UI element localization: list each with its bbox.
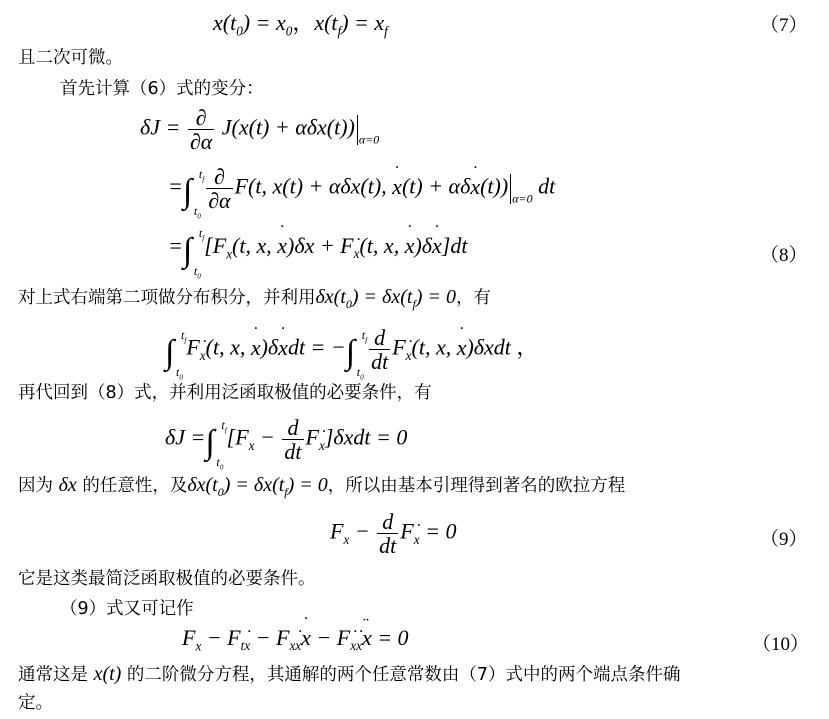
paragraph-twice-differentiable: 且二次可微。 (18, 48, 123, 68)
text-integrate-a: 对上式右端第二项做分布积分，并利用 (18, 288, 316, 308)
equation-variation-result: δJ =∫ $t_f$ $t_0$ [$F_x$ − $\frac{d}{dt}$ $F_x$ ˙]δxdt = 0 (165, 416, 407, 463)
math-delta-x: δx (58, 474, 77, 496)
equation-number-7: （7） (760, 15, 808, 36)
text-arbitrary-a: 因为 (18, 476, 53, 496)
paragraph-general-solution (18, 663, 681, 686)
math-endpoint-zero: $\delta x(t_0) = \delta x(t_f) = 0$ (187, 474, 328, 499)
equation-number-8: （8） (760, 245, 808, 266)
equation-9-euler: $F_x$ − $\frac{d}{dt}$ $F_x$ ˙ = 0 (330, 510, 456, 557)
paragraph-general-solution-end: 定。 (18, 693, 53, 713)
text-integrate-b: ，有 (455, 288, 491, 308)
paragraph-substitute: 再代回到（8）式，并利用泛函取极值的必要条件，有 (18, 383, 432, 403)
equation-integration-by-parts: ∫ $t_f$ $t_0$ $F_x$ ˙(t, x, x ˙)δx ˙dt = −∫ $t_f$ $t_0$ $\frac{d}{dt}$ $F_x$ ˙(t, x, x ˙)δxdt ， (165, 326, 538, 373)
equation-number-10: （10） (752, 634, 810, 655)
math-endpoint-variation: $\delta x(t_0) = \delta x(t_f) = 0$ (315, 286, 456, 311)
paragraph-first-compute: 首先计算（6）式的变分： (60, 79, 264, 99)
paragraph-arbitrary (18, 474, 625, 503)
text-arbitrary-c: ，所以由基本引理得到著名的欧拉方程 (327, 476, 626, 496)
equation-8-line-3: =∫ $t_f$ $t_0$ [$F_x(t$, x, x ˙)δx + $F_x$ ˙(t, x, x ˙)δx ˙]dt (168, 232, 467, 270)
paragraph-rewrite: （9）式又可记作 (60, 599, 194, 619)
equation-number-9: （9） (760, 529, 808, 550)
equation-10: $F_x - F_{tx}$ ˙ − $F_{xx}$ ˙x ˙ − $F_{x ˙x}$ ˙x ¨ = 0 (182, 625, 409, 654)
paragraph-necessary-condition: 它是这类最简泛函取极值的必要条件。 (18, 569, 316, 589)
paragraph-integrate-by-parts (18, 286, 491, 315)
equation-7: $x(t_0) = x_0$，$x(t_f) = x_f$ (213, 10, 388, 39)
math-x-of-t: x(t) (93, 663, 122, 685)
text-general-a: 通常这是 (18, 665, 88, 685)
equation-8-line-2: =∫ $t_f$ $t_0$ $\frac{\partial}{\partial\alpha}$ F(t, x(t) + αδx(t), x ˙(t) + αδx ˙(t)) $_{\alpha=0}$ dt (168, 165, 555, 212)
text-general-b: 的二阶微分方程，其通解的两个任意常数由（7）式中的两个端点条件确 (126, 665, 681, 685)
text-arbitrary-b: 的任意性，及 (82, 476, 188, 496)
equation-8-line-1: δJ = $\frac{\partial}{\partial\alpha}$ J(x(t) + αδx(t)) $_{\alpha=0}$ (140, 105, 380, 155)
